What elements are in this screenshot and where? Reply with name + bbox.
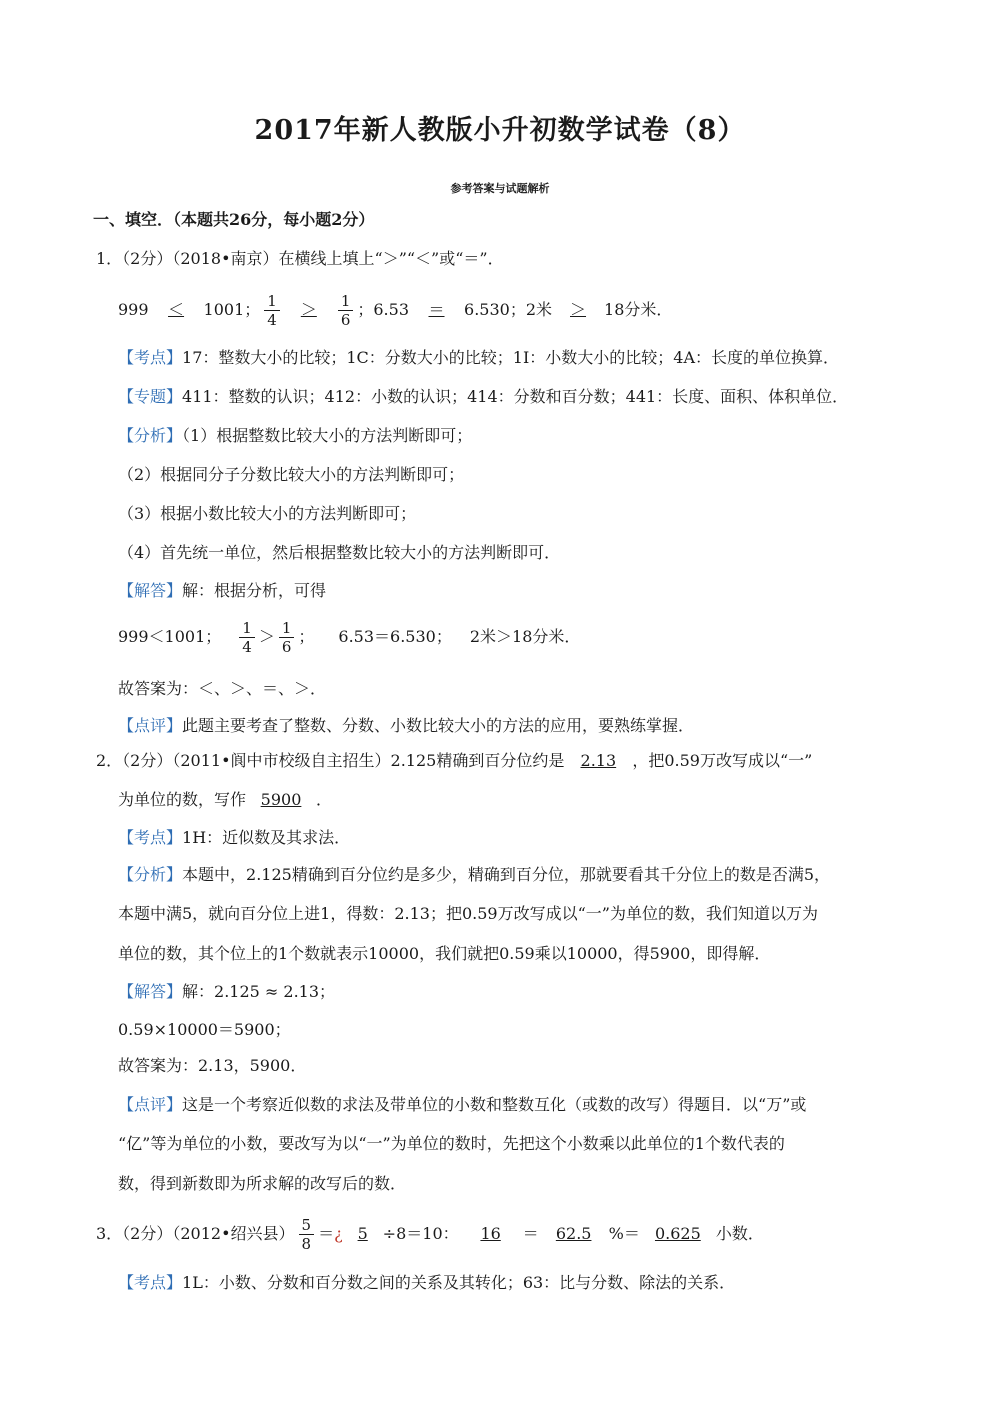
q1-fraction-1-4-num: 1 [267,291,277,310]
fenxi-tag: 【分析】 [118,426,183,445]
q2-dianping-2: “亿”等为单位的小数，要改写为以“一”为单位的数时，先把这个小数乘以此单位的1个数代表的 [118,1134,785,1153]
q2-fenxi-1: 本题中，2.125精确到百分位约是多少，精确到百分位，那就要看其千分位上的数是否满5， [182,865,831,884]
q2-fenxi [118,864,830,886]
q3-heading-text: 3．（2分）（2012•绍兴县） [96,1224,295,1243]
q1-solution-fraction-1-6-den: 6 [279,637,295,656]
q1-fraction-1-6 [338,292,354,329]
q2-line-2-end: ． [316,790,333,809]
q1-answer-2: ＞ [300,300,317,319]
q1-solution-fraction-1-4 [239,619,255,656]
q2-kaodian-text: 1H：近似数及其求法． [182,828,351,847]
q2-line-2 [118,789,332,811]
jieda-tag: 【解答】 [118,581,183,600]
dianping-tag: 【点评】 [118,716,183,735]
q2-solution-2: 0.59×10000＝5900； [118,1020,291,1039]
q1-solution-fraction-1-4-den: 4 [239,637,255,656]
q3-answer-2: 16 [480,1224,501,1243]
q1-fraction-1-4-den: 4 [264,310,280,329]
q1-fenxi-3: （3）根据小数比较大小的方法判断即可； [118,504,417,523]
dianping-tag: 【点评】 [118,1095,183,1114]
q1-solution-fraction-1-6-num: 1 [281,618,292,637]
q1-dianping [118,715,694,737]
q2-fenxi-3: 单位的数，其个位上的1个数就表示10000，我们就把0.59乘以10000，得5900，即得解． [118,944,771,963]
q1-kaodian [118,347,839,369]
q1-fraction-1-6-den: 6 [338,310,354,329]
q1-fraction-1-4 [264,292,280,329]
section-heading: 一、填空．（本题共26分，每小题2分） [93,210,375,229]
q1-fenxi [118,425,472,447]
q3-text-2: ＝ [522,1224,539,1243]
q1-jieda-text: 解：根据分析，可得 [182,581,327,600]
q3-answer-3: 62.5 [555,1224,592,1243]
q2-heading [96,750,812,772]
q1-jieda [118,580,326,602]
q3-fraction-den: 8 [299,1234,315,1253]
kaodian-tag: 【考点】 [118,828,183,847]
q1-answer-line: 故答案为：＜、＞、＝、＞． [118,679,327,698]
q2-answer-2: 5900 [260,790,302,809]
q3-fraction-num: 5 [301,1215,312,1234]
q1-text-1001: 1001； [203,300,261,319]
zhuanti-tag: 【专题】 [118,387,183,406]
q1-solution-1: 999＜1001； [118,627,222,646]
q1-solution-fraction-1-4-num: 1 [242,618,252,637]
page-title: 2017年新人教版小升初数学试卷（8） [254,115,746,146]
q1-answer-1: ＜ [168,300,185,319]
q2-fenxi-2: 本题中满5，就向百分位上进1，得数：2.13；把0.59万改写成以“一”为单位的数，我们知道以万为 [118,904,818,923]
fenxi-tag: 【分析】 [118,865,183,884]
q3-kaodian-text: 1L：小数、分数和百分数之间的关系及其转化；63：比与分数、除法的关系． [182,1273,736,1292]
q1-fenxi-1: （1）根据整数比较大小的方法判断即可； [182,426,473,445]
q1-fraction-1-6-num: 1 [340,291,351,310]
kaodian-tag: 【考点】 [118,348,183,367]
q1-blanks [118,288,672,332]
q1-answer-4: ＞ [570,300,587,319]
page-subtitle: 参考答案与试题解析 [450,182,550,195]
q1-zhuanti [118,386,848,408]
q1-kaodian-text: 17：整数大小的比较；1C：分数大小的比较；1I：小数大小的比较；4A：长度的单位换算． [182,348,840,367]
q1-solution-line [118,614,580,660]
kaodian-tag: 【考点】 [118,1273,183,1292]
q2-answer-1: 2.13 [580,751,617,770]
q3-text-3: %＝ [608,1224,640,1243]
q1-heading: 1．（2分）（2018•南京）在横线上填上“＞”“＜”或“＝”． [96,249,504,268]
q1-text-18: 18分米． [604,300,673,319]
q1-text-6530: 6.530；2米 [464,300,553,319]
q2-heading-text-2: ，把0.59万改写成以“一” [632,751,813,770]
q2-jieda [118,981,335,1003]
q3-fraction-5-8 [299,1216,315,1253]
q1-solution-gt: ＞ [258,627,275,646]
q3-equals: ＝ [318,1224,335,1243]
q2-dianping-1: 这是一个考察近似数的求法及带单位的小数和整数互化（或数的改写）得题目．以“万”或 [182,1095,807,1114]
q3-text-1: ÷8＝10： [382,1224,459,1243]
q3-heading [96,1211,764,1257]
q2-dianping [118,1094,806,1116]
q3-answer-4: 0.625 [654,1224,701,1243]
q1-fenxi-2: （2）根据同分子分数比较大小的方法判断即可； [118,465,465,484]
q3-answer-1: 5 [357,1224,368,1243]
q3-text-4: 小数． [715,1224,764,1243]
q1-dianping-text: 此题主要考查了整数、分数、小数比较大小的方法的应用，要熟练掌握． [182,716,695,735]
jieda-tag: 【解答】 [118,982,183,1001]
q2-line-2-text: 为单位的数，写作 [118,790,247,809]
q2-kaodian [118,827,350,849]
q1-solution-sep: ； [298,627,315,646]
q1-solution-2: 6.53＝6.530； [338,627,452,646]
q1-zhuanti-text: 411：整数的认识；412：小数的认识；414：分数和百分数；441：长度、面积、体积单位． [182,387,849,406]
q1-text-653: ；6.53 [357,300,410,319]
q2-answer-line: 故答案为：2.13，5900． [118,1056,307,1075]
q1-answer-3: ＝ [428,300,445,319]
q2-jieda-text: 解：2.125 ≈ 2.13； [182,982,336,1001]
q1-text-999: 999 [118,300,149,319]
q2-heading-text: 2．（2分）（2011•阆中市校级自主招生）2.125精确到百分位约是 [96,751,565,770]
q3-kaodian [118,1272,735,1294]
q3-glyph-mark: ¿ [334,1224,343,1243]
q1-solution-3: 2米＞18分米． [469,627,581,646]
q1-solution-fraction-1-6 [279,619,295,656]
q2-dianping-3: 数，得到新数即为所求解的改写后的数． [118,1174,407,1193]
q1-fenxi-4: （4）首先统一单位，然后根据整数比较大小的方法判断即可． [118,543,561,562]
